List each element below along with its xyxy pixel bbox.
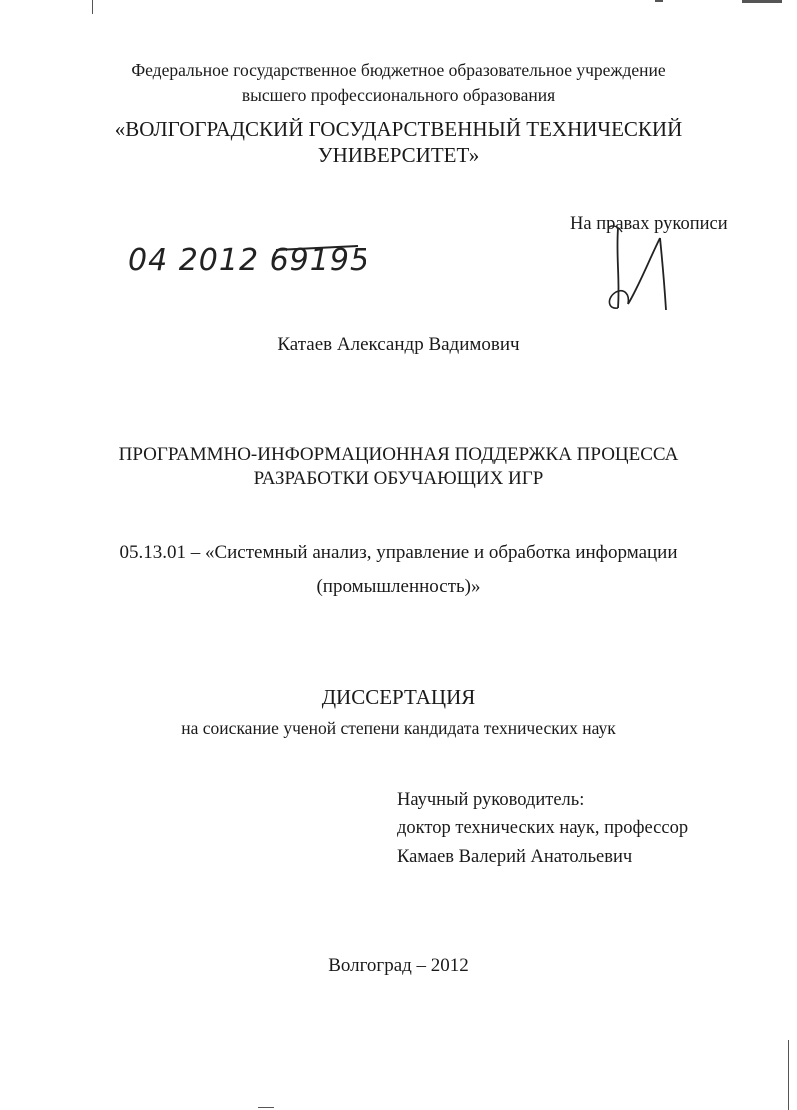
supervisor-title: доктор технических наук, профессор bbox=[397, 818, 689, 838]
document-type: ДИССЕРТАЦИЯ bbox=[321, 685, 476, 709]
university-line-1: «ВОЛГОГРАДСКИЙ ГОСУДАРСТВЕННЫЙ ТЕХНИЧЕСКИЙ bbox=[114, 117, 683, 141]
supervisor-label: Научный руководитель: bbox=[397, 790, 585, 810]
title-line-1: ПРОГРАММНО-ИНФОРМАЦИОННАЯ ПОДДЕРЖКА ПРОЦЕССА bbox=[118, 444, 679, 465]
scan-mark-top-right bbox=[655, 0, 663, 2]
header-line-2: высшего профессионального образования bbox=[241, 85, 556, 105]
header-line-1: Федеральное государственное бюджетное образовательное учреждение bbox=[131, 60, 666, 80]
specialty-line-2: (промышленность)» bbox=[316, 576, 481, 597]
signature-image bbox=[598, 218, 680, 324]
university-line-2: УНИВЕРСИТЕТ» bbox=[317, 143, 480, 167]
supervisor-name: Камаев Валерий Анатольевич bbox=[397, 847, 633, 867]
scan-mark-top-left bbox=[92, 0, 93, 14]
specialty-line-1: 05.13.01 – «Системный анализ, управление и обработка информации bbox=[119, 542, 678, 563]
title-line-2: РАЗРАБОТКИ ОБУЧАЮЩИХ ИГР bbox=[253, 468, 544, 489]
registration-number-text: 04 2012 69195 bbox=[128, 243, 366, 278]
scan-mark-right-edge bbox=[788, 1040, 789, 1110]
scan-mark-top-right-2 bbox=[742, 0, 782, 3]
author-name: Катаев Александр Вадимович bbox=[277, 334, 520, 355]
city-year: Волгоград – 2012 bbox=[328, 955, 469, 976]
registration-number-handwritten bbox=[126, 234, 366, 284]
degree-line: на соискание ученой степени кандидата технических наук bbox=[181, 718, 616, 738]
scan-mark-bottom bbox=[258, 1107, 274, 1108]
signature bbox=[598, 218, 680, 324]
rights-note: На правах рукописи bbox=[570, 214, 728, 234]
handwritten-number-image bbox=[126, 234, 366, 284]
